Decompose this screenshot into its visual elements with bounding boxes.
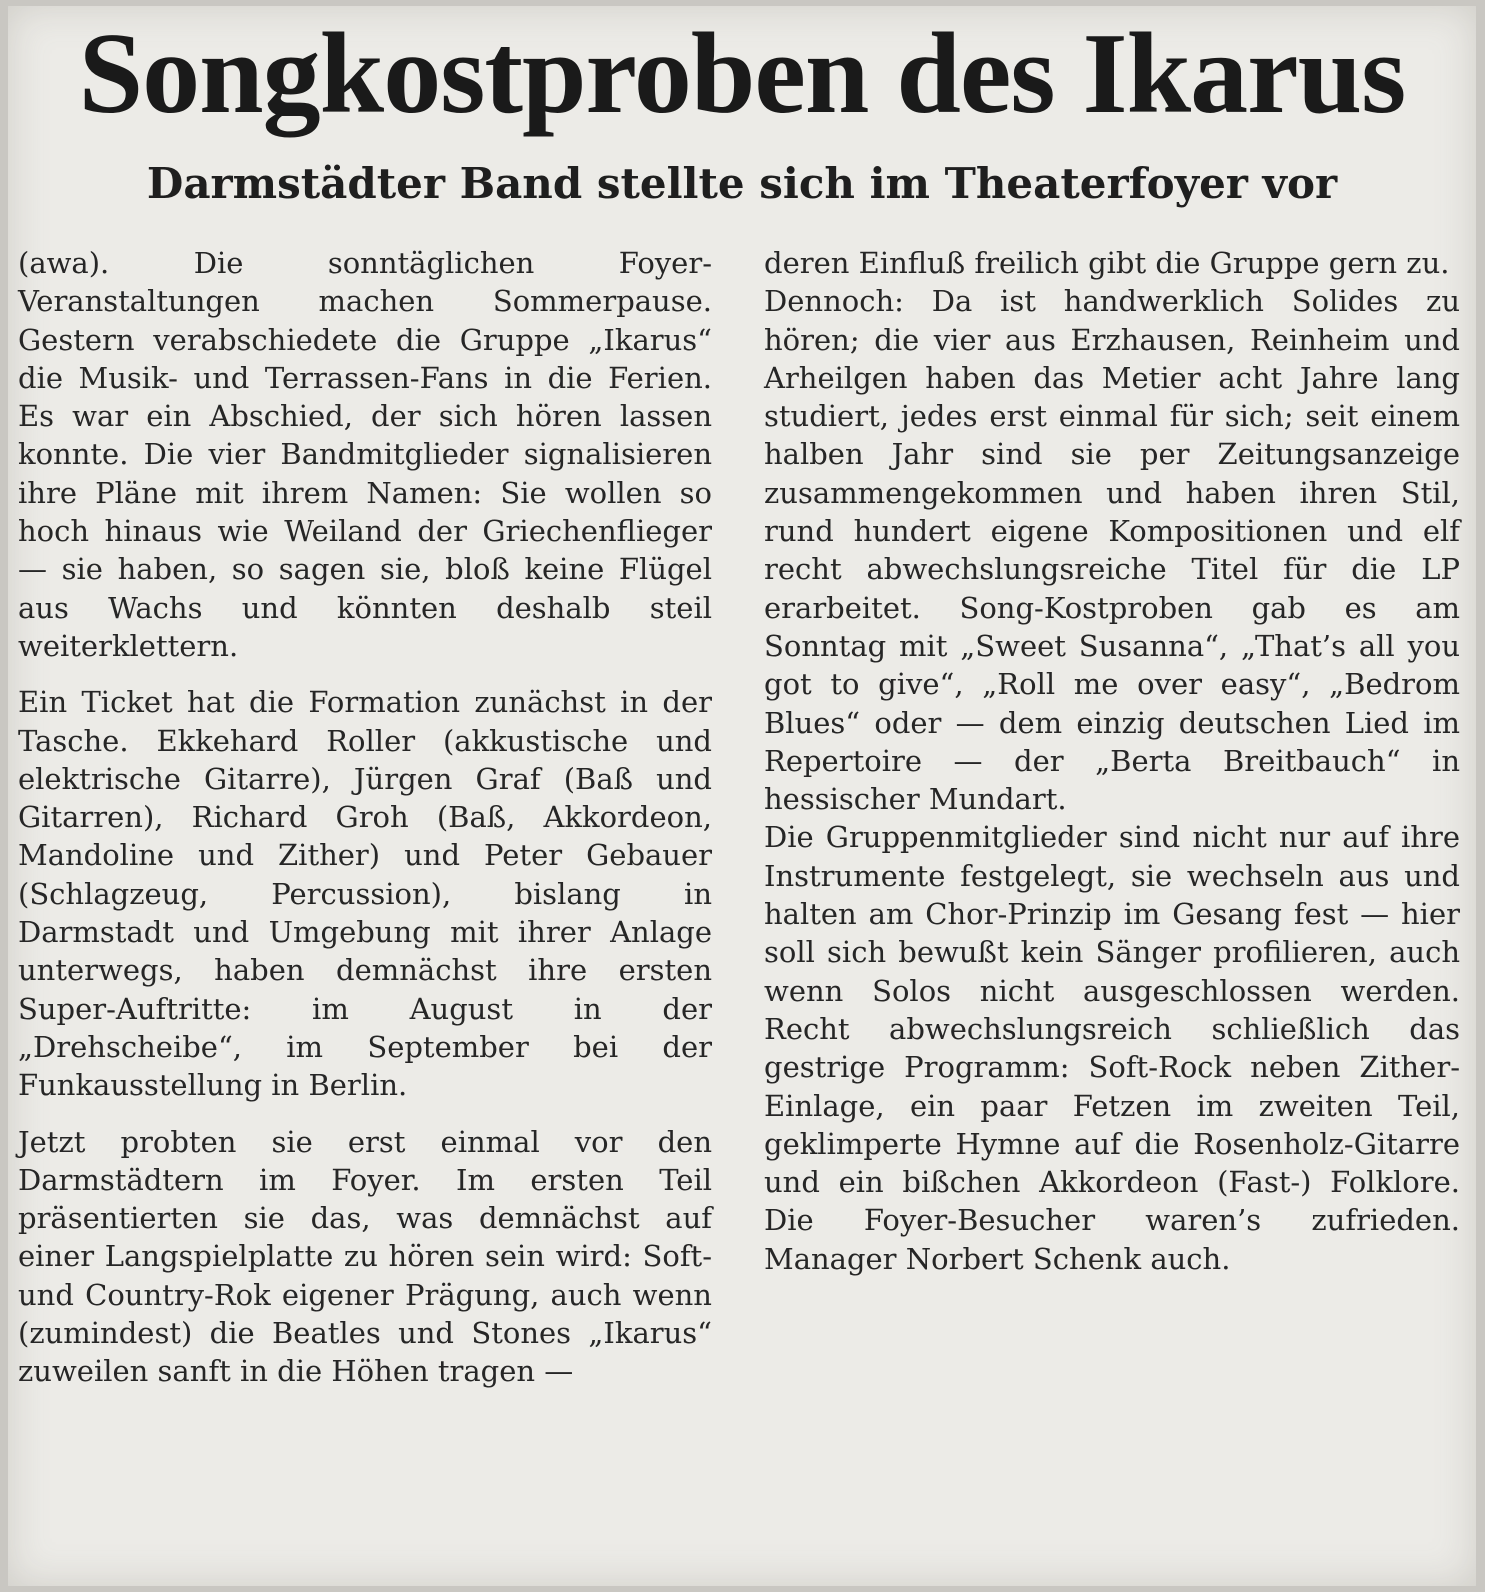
paragraph: deren Einfluß freilich gibt die Gruppe gern zu. [764,246,1450,280]
paragraph: (awa). Die sonntäglichen Foyer-Veranstaltungen machen Sommerpause. Gestern verabschiedete die Gruppe „Ikarus“ die Musik- und Terrassen-Fans in die Ferien. Es war ein Abschied, der sich hören lassen konnte. Die vier Bandmitglieder signalisieren ihre Pläne mit ihrem Namen: Sie wollen so hoch hinaus wie Weiland der Griechenflieger — sie haben, so sagen sie, bloß keine Flügel aus Wachs und könnten deshalb steil weiterklettern. [18,246,712,663]
subheadline: Darmstädter Band stellte sich im Theaterfoyer vor [146,159,1338,208]
paragraph: Dennoch: Da ist handwerklich Solides zu hören; die vier aus Erzhausen, Reinheim und Arheilgen haben das Metier acht Jahre lang studiert, jedes erst einmal für sich; seit einem halben Jahr sind sie per Zeitungsanzeige zusammengekommen und haben ihren Stil, rund hundert eigene Kompositionen und elf recht abwechslungsreiche Titel für die LP erarbeitet. Song-Kostproben gab es am Sonntag mit „Sweet Susanna“, „That’s all you got to give“, „Roll me over easy“, „Bedrom Blues“ oder — dem einzig deutschen Lied im Repertoire — der „Berta Breitbauch“ in hessischer Mundart. [764,284,1460,817]
paragraph: Ein Ticket hat die Formation zunächst in der Tasche. Ekkehard Roller (akkustische und elektrische Gitarre), Jürgen Graf (Baß und Gitarren), Richard Groh (Baß, Akkordeon, Mandoline und Zither) und Peter Gebauer (Schlagzeug, Percussion), bislang in Darmstadt und Umgebung mit ihrer Anlage unterwegs, haben demnächst ihre ersten Super-Auftritte: im August in der „Drehscheibe“, im September bei der Funkausstellung in Berlin. [18,685,712,1103]
article-column-right [764,244,1460,1278]
headline: Songkostproben des Ikarus [78,10,1406,138]
article-column-left [18,244,712,1391]
paragraph: Die Gruppenmitglieder sind nicht nur auf ihre Instrumente festgelegt, sie wechseln aus und halten am Chor-Prinzip im Gesang fest — hier soll sich bewußt kein Sänger profilieren, auch wenn Solos nicht ausgeschlossen werden. Recht abwechslungsreich schließlich das gestrige Programm: Soft-Rock neben Zither-Einlage, ein paar Fetzen im zweiten Teil, geklimperte Hymne auf die Rosenholz-Gitarre und ein bißchen Akkordeon (Fast-) Folklore. Die Foyer-Besucher waren’s zufrieden. Manager Norbert Schenk auch. [764,820,1460,1276]
paragraph: Jetzt probten sie erst einmal vor den Darmstädtern im Foyer. Im ersten Teil präsentierten sie das, was demnächst auf einer Langspielplatte zu hören sein wird: Soft- und Country-Rok eigener Prägung, auch wenn (zumindest) die Beatles und Stones „Ikarus“ zuweilen sanft in die Höhen tragen — [18,1124,712,1389]
newspaper-clipping [8,6,1476,1586]
